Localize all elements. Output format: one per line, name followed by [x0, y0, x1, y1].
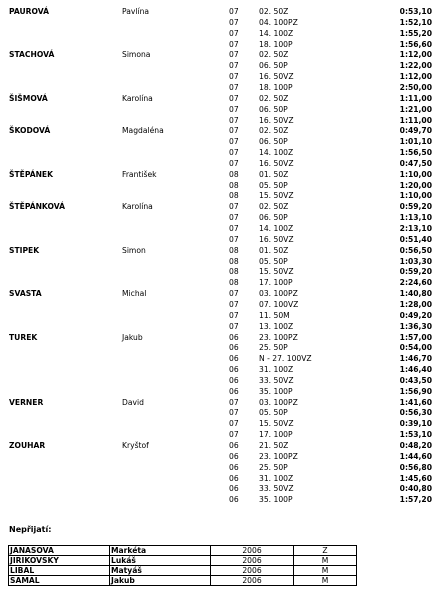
result-first-name: Magdaléna	[122, 126, 164, 136]
result-time: 1:10,00	[399, 191, 432, 201]
result-age-code: 07	[229, 299, 239, 309]
result-first-name: Karolína	[122, 93, 153, 103]
result-row	[0, 267, 438, 277]
result-event: 25. 50P	[259, 462, 288, 472]
not-accepted-row	[9, 576, 357, 586]
result-age-code: 07	[229, 224, 239, 233]
result-event: 14. 100Z	[259, 148, 294, 158]
result-event: 23. 100PZ	[259, 332, 298, 342]
result-time: 1:56,90	[399, 386, 432, 396]
result-first-name: Simona	[122, 50, 151, 60]
result-event: 05. 50P	[259, 180, 288, 190]
result-surname: ŠKODOVÁ	[9, 126, 51, 136]
result-time: 1:56,50	[399, 148, 432, 158]
result-row	[0, 333, 438, 343]
result-surname: ŠTĚPÁNKOVÁ	[9, 202, 65, 212]
result-surname: STACHOVÁ	[9, 50, 55, 60]
result-row	[0, 50, 438, 60]
result-row	[0, 398, 438, 408]
not-accepted-first-name: Markéta	[110, 546, 211, 556]
result-event: 03. 100PZ	[259, 289, 298, 299]
result-row	[0, 72, 438, 82]
result-row	[0, 408, 438, 418]
result-event: 33. 50VZ	[259, 375, 294, 385]
result-event: 01. 50Z	[259, 245, 289, 255]
result-age-code: 06	[229, 354, 239, 364]
result-row	[0, 419, 438, 429]
result-time: 1:12,00	[399, 72, 432, 82]
result-age-code: 06	[229, 495, 239, 505]
result-time: 1:11,00	[399, 93, 432, 103]
result-event: 21. 50Z	[259, 441, 289, 450]
not-accepted-surname: JANASOVA	[9, 546, 110, 556]
result-time: 0:48,20	[399, 441, 432, 450]
result-row	[0, 94, 438, 104]
not-accepted-surname: SAMAL	[9, 576, 110, 586]
not-accepted-group: M	[294, 576, 357, 586]
result-time: 0:47,50	[399, 158, 432, 168]
result-age-code: 07	[229, 82, 239, 92]
result-age-code: 07	[229, 126, 239, 136]
result-age-code: 07	[229, 408, 239, 418]
result-surname: SVASTA	[9, 289, 42, 299]
result-time: 0:56,50	[399, 245, 432, 255]
result-surname: PAUROVÁ	[9, 7, 50, 16]
result-time: 1:52,10	[399, 17, 432, 27]
result-row	[0, 116, 438, 126]
result-time: 1:13,10	[399, 213, 432, 223]
result-age-code: 06	[229, 462, 239, 472]
result-time: 2:13,10	[399, 224, 432, 233]
result-surname: ŠIŠMOVÁ	[9, 93, 48, 103]
not-accepted-year: 2006	[211, 576, 294, 586]
not-accepted-group: M	[294, 556, 357, 566]
result-event: 16. 50VZ	[259, 72, 294, 82]
result-time: 1:57,20	[399, 495, 432, 505]
result-event: 17. 100P	[259, 430, 293, 440]
result-event: 14. 100Z	[259, 224, 294, 233]
result-event: 25. 50P	[259, 343, 288, 353]
result-age-code: 07	[229, 17, 239, 27]
result-time: 0:49,70	[399, 126, 432, 136]
result-age-code: 07	[229, 419, 239, 429]
result-age-code: 06	[229, 375, 239, 385]
result-time: 1:46,70	[399, 354, 432, 364]
result-time: 1:41,60	[399, 397, 432, 407]
result-time: 1:36,30	[399, 321, 432, 331]
not-accepted-heading: Nepřijatí:	[9, 525, 52, 534]
result-age-code: 08	[229, 169, 239, 179]
result-time: 0:59,20	[399, 267, 432, 277]
result-row	[0, 452, 438, 462]
result-event: 11. 50M	[259, 310, 290, 320]
result-age-code: 06	[229, 386, 239, 396]
result-event: 03. 100PZ	[259, 397, 298, 407]
result-surname: ZOUHAR	[9, 441, 46, 450]
result-row	[0, 213, 438, 223]
not-accepted-first-name: Matyáš	[110, 566, 211, 576]
result-age-code: 06	[229, 365, 239, 375]
not-accepted-first-name: Jakub	[110, 576, 211, 586]
result-age-code: 07	[229, 213, 239, 223]
result-time: 1:12,00	[399, 50, 432, 60]
result-row	[0, 343, 438, 353]
result-event: 04. 100PZ	[259, 17, 298, 27]
result-first-name: František	[122, 169, 157, 179]
result-row	[0, 29, 438, 39]
result-time: 2:24,60	[399, 278, 432, 288]
not-accepted-year: 2006	[211, 556, 294, 566]
result-row	[0, 7, 438, 17]
result-row	[0, 83, 438, 93]
result-event: 06. 50P	[259, 104, 288, 114]
result-row	[0, 354, 438, 364]
result-event: 15. 50VZ	[259, 267, 294, 277]
result-event: N - 27. 100VZ	[259, 354, 312, 364]
result-row	[0, 148, 438, 158]
result-time: 1:28,00	[399, 299, 432, 309]
result-row	[0, 387, 438, 397]
result-time: 0:59,20	[399, 202, 432, 212]
result-first-name: Kryštof	[122, 441, 149, 450]
result-row	[0, 159, 438, 169]
result-age-code: 07	[229, 137, 239, 147]
result-age-code: 08	[229, 245, 239, 255]
result-event: 35. 100P	[259, 386, 293, 396]
result-time: 0:49,20	[399, 310, 432, 320]
result-age-code: 06	[229, 484, 239, 494]
result-row	[0, 474, 438, 484]
result-time: 1:57,00	[399, 332, 432, 342]
result-event: 02. 50Z	[259, 7, 289, 16]
result-event: 35. 100P	[259, 495, 293, 505]
result-age-code: 07	[229, 93, 239, 103]
not-accepted-surname: LIBAL	[9, 566, 110, 576]
result-event: 05. 50P	[259, 256, 288, 266]
result-row	[0, 365, 438, 375]
result-event: 02. 50Z	[259, 93, 289, 103]
result-event: 18. 100P	[259, 39, 293, 49]
result-time: 0:54,00	[399, 343, 432, 353]
result-row	[0, 484, 438, 494]
result-age-code: 08	[229, 278, 239, 288]
result-row	[0, 441, 438, 451]
result-row	[0, 300, 438, 310]
result-time: 0:51,40	[399, 234, 432, 244]
result-time: 1:10,00	[399, 169, 432, 179]
result-time: 1:21,00	[399, 104, 432, 114]
result-row	[0, 322, 438, 332]
result-time: 2:50,00	[399, 82, 432, 92]
result-time: 1:03,30	[399, 256, 432, 266]
result-age-code: 07	[229, 148, 239, 158]
not-accepted-group: M	[294, 566, 357, 576]
result-age-code: 06	[229, 473, 239, 483]
result-surname: TUREK	[9, 332, 38, 342]
result-event: 13. 100Z	[259, 321, 294, 331]
result-event: 01. 50Z	[259, 169, 289, 179]
result-event: 02. 50Z	[259, 126, 289, 136]
result-time: 1:44,60	[399, 451, 432, 461]
result-age-code: 07	[229, 104, 239, 114]
not-accepted-row	[9, 546, 357, 556]
result-row	[0, 170, 438, 180]
result-first-name: David	[122, 397, 144, 407]
result-age-code: 07	[229, 61, 239, 71]
result-row	[0, 278, 438, 288]
result-event: 16. 50VZ	[259, 234, 294, 244]
result-row	[0, 18, 438, 28]
result-age-code: 08	[229, 256, 239, 266]
result-surname: STIPEK	[9, 245, 40, 255]
result-row	[0, 463, 438, 473]
result-row	[0, 246, 438, 256]
result-age-code: 07	[229, 289, 239, 299]
result-time: 1:11,00	[399, 115, 432, 125]
result-age-code: 06	[229, 343, 239, 353]
result-row	[0, 126, 438, 136]
result-age-code: 07	[229, 50, 239, 60]
result-age-code: 07	[229, 7, 239, 16]
result-row	[0, 191, 438, 201]
not-accepted-row	[9, 566, 357, 576]
result-first-name: Simon	[122, 245, 146, 255]
result-row	[0, 61, 438, 71]
result-age-code: 07	[229, 430, 239, 440]
result-row	[0, 181, 438, 191]
result-time: 1:20,00	[399, 180, 432, 190]
result-event: 06. 50P	[259, 213, 288, 223]
result-event: 16. 50VZ	[259, 115, 294, 125]
not-accepted-first-name: Lukáš	[110, 556, 211, 566]
result-age-code: 06	[229, 441, 239, 450]
result-surname: VERNER	[9, 397, 44, 407]
result-event: 02. 50Z	[259, 50, 289, 60]
result-event: 17. 100P	[259, 278, 293, 288]
result-event: 33. 50VZ	[259, 484, 294, 494]
result-age-code: 07	[229, 310, 239, 320]
result-age-code: 06	[229, 451, 239, 461]
result-event: 15. 50VZ	[259, 419, 294, 429]
result-first-name: Pavlína	[122, 7, 150, 16]
result-event: 02. 50Z	[259, 202, 289, 212]
result-row	[0, 202, 438, 212]
not-accepted-table	[8, 545, 357, 586]
result-row	[0, 430, 438, 440]
result-first-name: Michal	[122, 289, 147, 299]
result-row	[0, 137, 438, 147]
result-time: 1:22,00	[399, 61, 432, 71]
result-age-code: 08	[229, 180, 239, 190]
result-first-name: Karolína	[122, 202, 153, 212]
result-time: 1:56,60	[399, 39, 432, 49]
result-time: 0:40,80	[399, 484, 432, 494]
result-event: 06. 50P	[259, 137, 288, 147]
result-event: 18. 100P	[259, 82, 293, 92]
result-event: 06. 50P	[259, 61, 288, 71]
result-age-code: 08	[229, 267, 239, 277]
result-event: 31. 100Z	[259, 365, 294, 375]
result-event: 07. 100VZ	[259, 299, 299, 309]
result-event: 15. 50VZ	[259, 191, 294, 201]
result-row	[0, 105, 438, 115]
result-time: 0:56,30	[399, 408, 432, 418]
result-age-code: 07	[229, 28, 239, 38]
result-row	[0, 311, 438, 321]
result-age-code: 07	[229, 39, 239, 49]
result-time: 1:53,10	[399, 430, 432, 440]
result-event: 14. 100Z	[259, 28, 294, 38]
not-accepted-year: 2006	[211, 546, 294, 556]
result-time: 0:53,10	[399, 7, 432, 16]
result-event: 05. 50P	[259, 408, 288, 418]
result-time: 0:56,80	[399, 462, 432, 472]
result-row	[0, 235, 438, 245]
result-time: 0:39,10	[399, 419, 432, 429]
result-age-code: 06	[229, 332, 239, 342]
result-row	[0, 257, 438, 267]
result-row	[0, 376, 438, 386]
result-event: 23. 100PZ	[259, 451, 298, 461]
result-surname: ŠTĚPÁNEK	[9, 169, 54, 179]
not-accepted-year: 2006	[211, 566, 294, 576]
result-age-code: 07	[229, 202, 239, 212]
result-age-code: 07	[229, 321, 239, 331]
result-row	[0, 289, 438, 299]
result-time: 0:43,50	[399, 375, 432, 385]
result-event: 16. 50VZ	[259, 158, 294, 168]
result-age-code: 07	[229, 397, 239, 407]
result-row	[0, 495, 438, 505]
not-accepted-group: Z	[294, 546, 357, 556]
result-age-code: 07	[229, 234, 239, 244]
result-time: 1:46,40	[399, 365, 432, 375]
not-accepted-surname: JIRIKOVSKY	[9, 556, 110, 566]
result-row	[0, 224, 438, 234]
result-time: 1:01,10	[399, 137, 432, 147]
result-row	[0, 40, 438, 50]
result-age-code: 08	[229, 191, 239, 201]
result-event: 31. 100Z	[259, 473, 294, 483]
result-time: 1:45,60	[399, 473, 432, 483]
result-time: 1:40,80	[399, 289, 432, 299]
result-age-code: 07	[229, 158, 239, 168]
result-time: 1:55,20	[399, 28, 432, 38]
not-accepted-row	[9, 556, 357, 566]
result-first-name: Jakub	[122, 332, 143, 342]
result-age-code: 07	[229, 115, 239, 125]
result-age-code: 07	[229, 72, 239, 82]
